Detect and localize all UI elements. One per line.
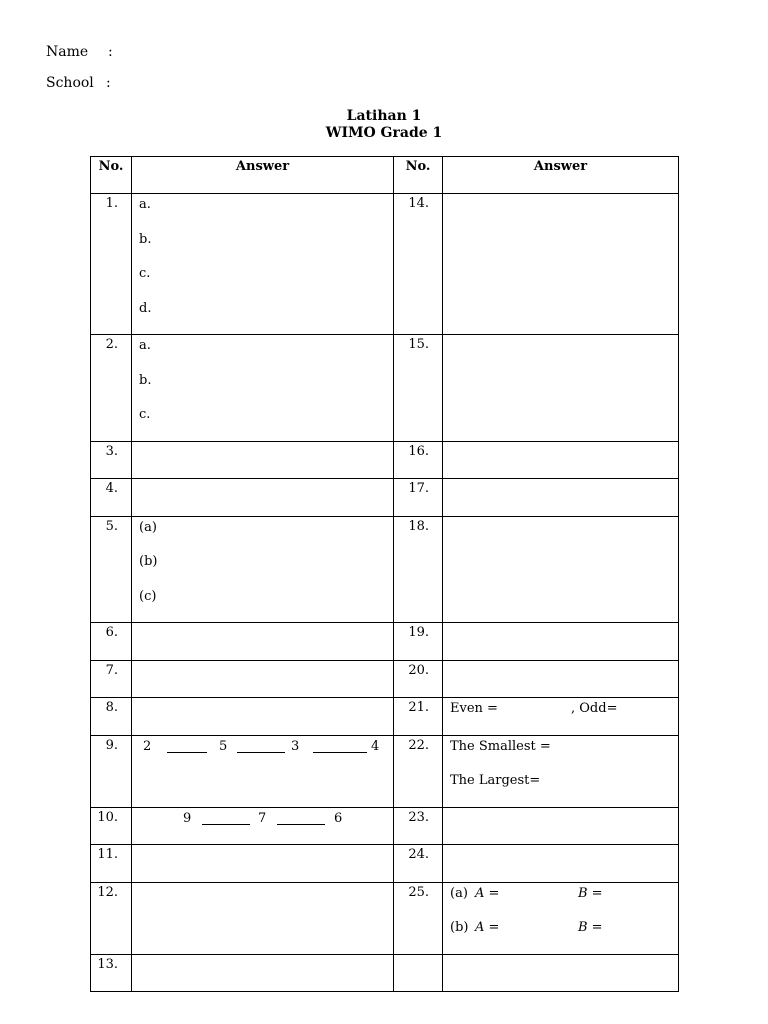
answer-cell[interactable] bbox=[443, 954, 679, 992]
a-equals: A = bbox=[475, 920, 500, 935]
question-number: 3. bbox=[91, 441, 132, 479]
sequence-number: 3 bbox=[291, 738, 300, 754]
question-number: 1. bbox=[91, 194, 132, 335]
answer-cell[interactable] bbox=[132, 845, 394, 883]
table-row bbox=[91, 441, 679, 479]
a-equals: A = bbox=[475, 885, 500, 901]
answer-cell[interactable] bbox=[443, 623, 679, 661]
table-header-row bbox=[91, 157, 679, 194]
answer-line[interactable] bbox=[139, 481, 393, 516]
even-odd-line[interactable] bbox=[450, 700, 678, 735]
sequence-number: 2 bbox=[143, 738, 152, 754]
question-number: 24. bbox=[394, 845, 443, 883]
worksheet-title: Latihan 1 bbox=[346, 108, 422, 124]
table-row bbox=[91, 194, 679, 335]
answer-cell[interactable] bbox=[443, 698, 679, 736]
question-number: 20. bbox=[394, 660, 443, 698]
header-no-left: No. bbox=[91, 157, 132, 194]
answer-line[interactable] bbox=[450, 196, 678, 231]
question-number: 10. bbox=[91, 807, 132, 845]
ab-line[interactable] bbox=[450, 885, 678, 920]
question-number: 12. bbox=[91, 882, 132, 954]
sequence-number: 6 bbox=[334, 810, 343, 826]
answer-line[interactable] bbox=[139, 700, 393, 735]
question-number: 23. bbox=[394, 807, 443, 845]
answer-cell[interactable] bbox=[132, 516, 394, 623]
question-number: 15. bbox=[394, 335, 443, 442]
answer-cell[interactable] bbox=[443, 735, 679, 807]
answer-line[interactable]: The Smallest = bbox=[450, 738, 551, 754]
table-row bbox=[91, 882, 679, 954]
sequence-blank[interactable] bbox=[277, 812, 325, 825]
answer-line[interactable] bbox=[139, 957, 393, 992]
table-body bbox=[91, 194, 679, 992]
answer-line[interactable]: c. bbox=[139, 407, 151, 422]
answer-line[interactable] bbox=[450, 957, 678, 992]
question-number bbox=[394, 954, 443, 992]
answer-line[interactable] bbox=[450, 663, 678, 698]
sequence-number: 7 bbox=[258, 810, 267, 826]
table-row bbox=[91, 479, 679, 517]
ab-line[interactable] bbox=[450, 919, 678, 954]
table-row bbox=[91, 954, 679, 992]
answer-line[interactable]: c. bbox=[139, 266, 151, 281]
question-number: 22. bbox=[394, 735, 443, 807]
answer-cell[interactable] bbox=[132, 954, 394, 992]
table-row bbox=[91, 698, 679, 736]
ab-label: (b) bbox=[450, 920, 469, 935]
answer-line[interactable] bbox=[450, 444, 678, 479]
answer-line[interactable] bbox=[450, 847, 678, 882]
question-number: 8. bbox=[91, 698, 132, 736]
question-number: 4. bbox=[91, 479, 132, 517]
answer-cell[interactable] bbox=[443, 441, 679, 479]
table-row bbox=[91, 845, 679, 883]
table-row bbox=[91, 623, 679, 661]
answer-line[interactable] bbox=[450, 810, 678, 845]
worksheet-subtitle: WIMO Grade 1 bbox=[325, 125, 443, 141]
question-number: 18. bbox=[394, 516, 443, 623]
answer-line[interactable] bbox=[139, 847, 393, 882]
answer-line[interactable] bbox=[450, 337, 678, 372]
answer-line[interactable]: a. bbox=[139, 197, 151, 212]
answer-line[interactable] bbox=[450, 625, 678, 660]
answer-cell[interactable] bbox=[443, 194, 679, 335]
answer-cell[interactable] bbox=[443, 660, 679, 698]
even-label: Even = bbox=[450, 701, 498, 716]
answer-cell[interactable] bbox=[132, 479, 394, 517]
table-row bbox=[91, 807, 679, 845]
sequence-number: 4 bbox=[371, 738, 380, 754]
header-no-right: No. bbox=[394, 157, 443, 194]
name-field[interactable] bbox=[46, 44, 113, 60]
answer-line[interactable]: (b) bbox=[139, 554, 158, 569]
answer-cell[interactable] bbox=[443, 807, 679, 845]
school-field[interactable] bbox=[46, 75, 111, 91]
header-answer-left: Answer bbox=[132, 157, 394, 194]
answer-cell[interactable] bbox=[132, 660, 394, 698]
answer-line[interactable] bbox=[139, 663, 393, 698]
question-number: 25. bbox=[394, 882, 443, 954]
answer-table bbox=[90, 156, 679, 992]
answer-cell[interactable] bbox=[443, 335, 679, 442]
answer-line[interactable] bbox=[450, 481, 678, 516]
answer-cell[interactable] bbox=[443, 882, 679, 954]
answer-cell[interactable] bbox=[132, 194, 394, 335]
sequence-blank[interactable] bbox=[237, 740, 285, 753]
answer-cell[interactable] bbox=[132, 735, 394, 807]
answer-cell[interactable] bbox=[443, 516, 679, 623]
table-row bbox=[91, 660, 679, 698]
answer-line[interactable]: (a) bbox=[139, 519, 157, 535]
question-number: 13. bbox=[91, 954, 132, 992]
question-number: 16. bbox=[394, 441, 443, 479]
ab-label: (a) bbox=[450, 885, 468, 901]
answer-line[interactable] bbox=[450, 519, 678, 554]
answer-cell[interactable] bbox=[132, 882, 394, 954]
answer-line[interactable] bbox=[139, 885, 393, 920]
table-row bbox=[91, 516, 679, 623]
question-number: 14. bbox=[394, 194, 443, 335]
odd-label: , Odd= bbox=[571, 701, 618, 716]
question-number: 6. bbox=[91, 623, 132, 661]
question-number: 21. bbox=[394, 698, 443, 736]
answer-line[interactable] bbox=[139, 444, 393, 479]
answer-cell[interactable] bbox=[443, 845, 679, 883]
answer-cell[interactable] bbox=[132, 335, 394, 442]
b-equals: B = bbox=[578, 885, 603, 901]
answer-cell[interactable] bbox=[132, 807, 394, 845]
question-number: 11. bbox=[91, 845, 132, 883]
answer-cell[interactable] bbox=[132, 698, 394, 736]
b-equals: B = bbox=[578, 920, 603, 935]
name-label: Name bbox=[46, 44, 89, 60]
sequence-number: 5 bbox=[219, 738, 228, 754]
answer-cell[interactable] bbox=[132, 441, 394, 479]
question-number: 17. bbox=[394, 479, 443, 517]
answer-line[interactable]: The Largest= bbox=[450, 773, 541, 788]
answer-line[interactable]: b. bbox=[139, 372, 152, 388]
sequence-blank[interactable] bbox=[202, 812, 250, 825]
question-number: 2. bbox=[91, 335, 132, 442]
answer-line[interactable]: (c) bbox=[139, 588, 157, 604]
sequence-line bbox=[139, 810, 393, 845]
answer-line[interactable]: d. bbox=[139, 300, 152, 316]
answer-line[interactable]: a. bbox=[139, 338, 151, 353]
answer-line[interactable] bbox=[139, 625, 393, 660]
header-answer-right: Answer bbox=[443, 157, 679, 194]
table-row bbox=[91, 735, 679, 807]
table-row bbox=[91, 335, 679, 442]
sequence-blank[interactable] bbox=[313, 740, 367, 753]
question-number: 5. bbox=[91, 516, 132, 623]
answer-cell[interactable] bbox=[132, 623, 394, 661]
question-number: 19. bbox=[394, 623, 443, 661]
sequence-blank[interactable] bbox=[167, 740, 207, 753]
sequence-number: 9 bbox=[183, 810, 192, 826]
name-colon: : bbox=[108, 44, 113, 60]
school-label: School bbox=[46, 75, 94, 91]
question-number: 9. bbox=[91, 735, 132, 807]
school-colon: : bbox=[106, 75, 111, 91]
question-number: 7. bbox=[91, 660, 132, 698]
answer-cell[interactable] bbox=[443, 479, 679, 517]
sequence-line bbox=[139, 738, 393, 773]
answer-line[interactable]: b. bbox=[139, 231, 152, 247]
